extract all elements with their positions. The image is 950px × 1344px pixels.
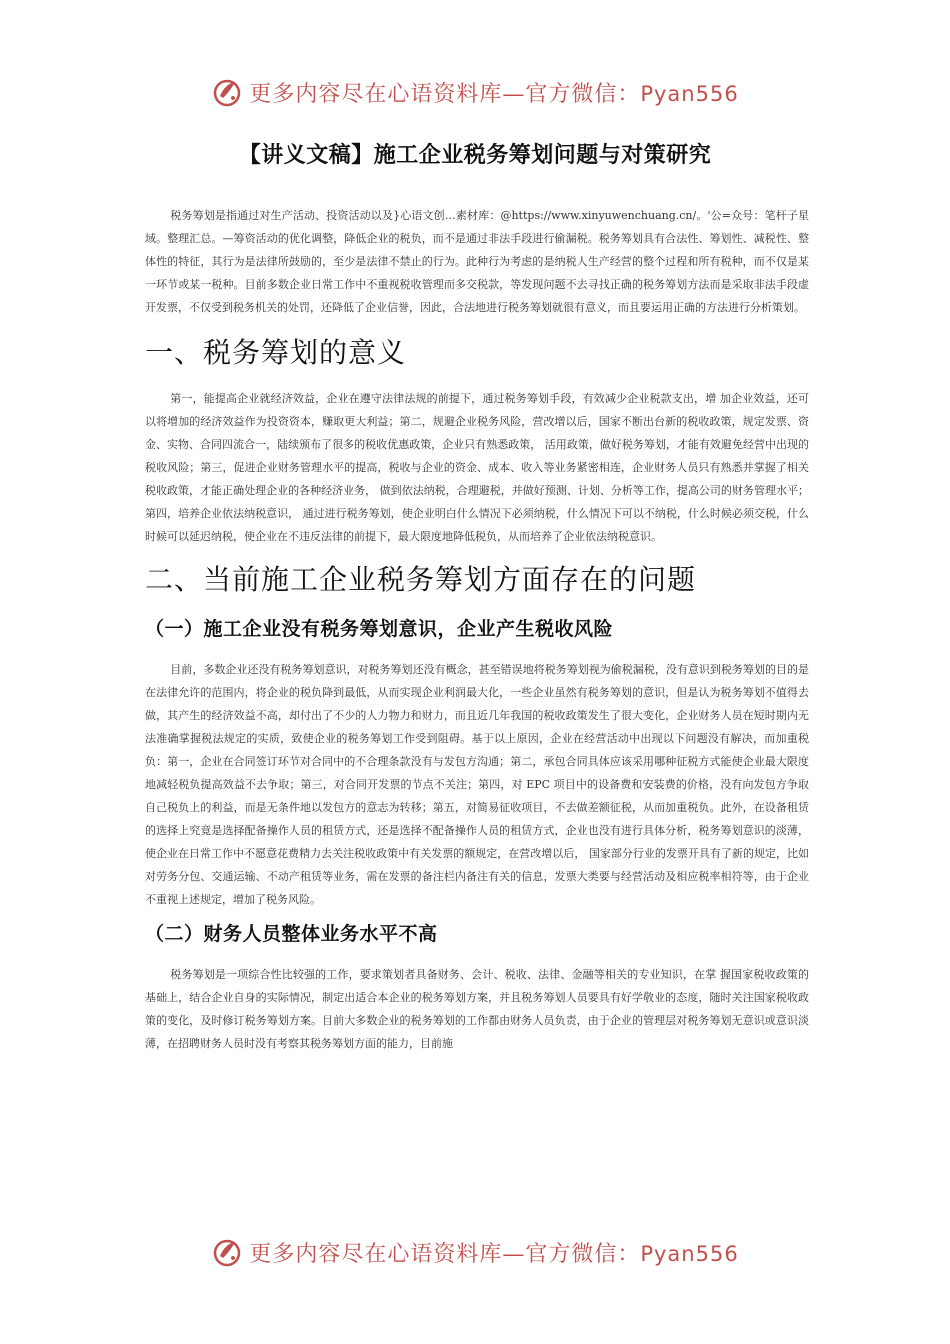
- subsection-2-heading: （二）财务人员整体业务水平不高: [145, 923, 438, 945]
- watermark-text-en: Pyan556: [640, 81, 739, 106]
- intro-paragraph: 税务筹划是指通过对生产活动、投资活动以及}心语文创…素材库：@https://www.xinyuwenchuang.cn/。'公=众号：笔杆子星域。整理汇总。—筹资活动的优化调整，降低企业的税负，而不是通过非法手段进行偷漏税。税务筹划具有合法性、筹划性、减税性、整体性的特征，其行为是法律所鼓励的，至少是法律不禁止的行为。此种行为考虑的是纳税人生产经营的整个过程和所有税种，而不仅是某一环节或某一税种。目前多数企业日常工作中不重视税收管理而多交税款，等发现问题不去寻找正确的税务筹划方法而是采取非法手段虚开发票，不仅受到税务机关的处罚，还降低了企业信誉，因此，合法地进行税务筹划就很有意义，而且要运用正确的方法进行分析策划。: [145, 209, 809, 314]
- section-1-heading: 一、税务筹划的意义: [145, 336, 407, 369]
- subsection-1-heading: （一）施工企业没有税务筹划意识，企业产生税收风险: [145, 618, 614, 640]
- section-2-heading: 二、当前施工企业税务筹划方面存在的问题: [145, 563, 697, 596]
- document-title: 【讲义文稿】施工企业税务筹划问题与对策研究: [238, 143, 712, 168]
- watermark-text-cn: 更多内容尽在心语资料库—官方微信：: [249, 81, 641, 107]
- section-1-paragraph: 第一，能提高企业就经济效益，企业在遵守法律法规的前提下，通过税务筹划手段，有效减少企业税款支出，增 加企业效益，还可以将增加的经济效益作为投资资本，赚取更大利益；第二，规避企业税务风险，营改增以后，国家不断出台新的税收政策，规定发票、资金、实物、合同四流合一，陆续颁布了很多的税收优惠政策，企业只有熟悉政策， 活用政策，做好税务筹划，才能有效避免经营中出现的税收风险；第三，促进企业财务管理水平的提高，税收与企业的资金、成本、收入等业务紧密相连，企业财务人员只有熟悉并掌握了相关税收政策，才能正确处理企业的各种经济业务， 做到依法纳税，合理避税，并做好预测、计划、分析等工作，提高公司的财务管理水平；第四，培养企业依法纳税意识， 通过进行税务筹划，使企业明白什么情况下必须纳税，什么情况下可以不纳税，什么时候必须交税，什么时候可以延迟纳税，使企业在不违反法律的前提下，最大限度地降低税负，从而培养了企业依法纳税意识。: [145, 392, 809, 543]
- watermark-text: [249, 77, 738, 108]
- watermark-text-cn: 更多内容尽在心语资料库—官方微信：: [249, 1241, 641, 1267]
- document-body: [145, 204, 809, 1055]
- watermark-text: [249, 1237, 738, 1268]
- watermark-banner-bottom: [0, 1232, 950, 1272]
- watermark-banner-top: [0, 72, 950, 112]
- subsection-1-paragraph: 目前，多数企业还没有税务筹划意识，对税务筹划还没有概念，甚至错误地将税务筹划视为偷税漏税，没有意识到税务筹划的目的是在法律允许的范围内，将企业的税负降到最低，从而实现企业利润最大化，一些企业虽然有税务筹划的意识，但是认为税务筹划不值得去做，其产生的经济效益不高，却付出了不少的人力物力和财力，而且近几年我国的税收政策发生了很大变化，企业财务人员在短时期内无法准确掌握税法规定的实质，致使企业的税务筹划工作受到阻碍。基于以上原因，企业在经营活动中出现以下问题没有解决，而加重税负：第一，企业在合同签订环节对合同中的不合理条款没有与发包方沟通；第二，承包合同具体应该采用哪种征税方式能使企业最大限度地减轻税负提高效益不去争取；第三，对合同开发票的节点不关注；第四，对 EPC 项目中的设备费和安装费的价格，没有向发包方争取自己税负上的利益，而是无条件地以发包方的意志为转移；第五，对简易征收项目，不去做差额征税，从而加重税负。此外，在设备租赁的选择上究竟是选择配备操作人员的租赁方式，还是选择不配备操作人员的租赁方式，企业也没有进行具体分析，税务筹划意识的淡薄，使企业在日常工作中不愿意花费精力去关注税收政策中有关发票的额规定，在营改增以后， 国家部分行业的发票开具有了新的规定，比如对劳务分包、交通运输、不动产租赁等业务，需在发票的备注栏内备注有关的信息，发票大类要与经营活动及相应税率相符等，由于企业不重视上述规定，增加了税务风险。: [145, 663, 809, 906]
- subsection-2-paragraph: 税务筹划是一项综合性比较强的工作，要求策划者具备财务、会计、税收、法律、金融等相关的专业知识，在掌 握国家税收政策的基础上，结合企业自身的实际情况，制定出适合本企业的税务筹划方案，并且税务筹划人员要具有好学敬业的态度，随时关注国家税收政策的变化，及时修订税务筹划方案。目前大多数企业的税务筹划的工作都由财务人员负责，由于企业的管理层对税务筹划无意识或意识淡薄，在招聘财务人员时没有考察其税务筹划方面的能力，目前施: [145, 968, 809, 1050]
- watermark-text-en: Pyan556: [640, 1241, 739, 1266]
- logo-icon: [211, 76, 243, 108]
- logo-icon: [211, 1236, 243, 1268]
